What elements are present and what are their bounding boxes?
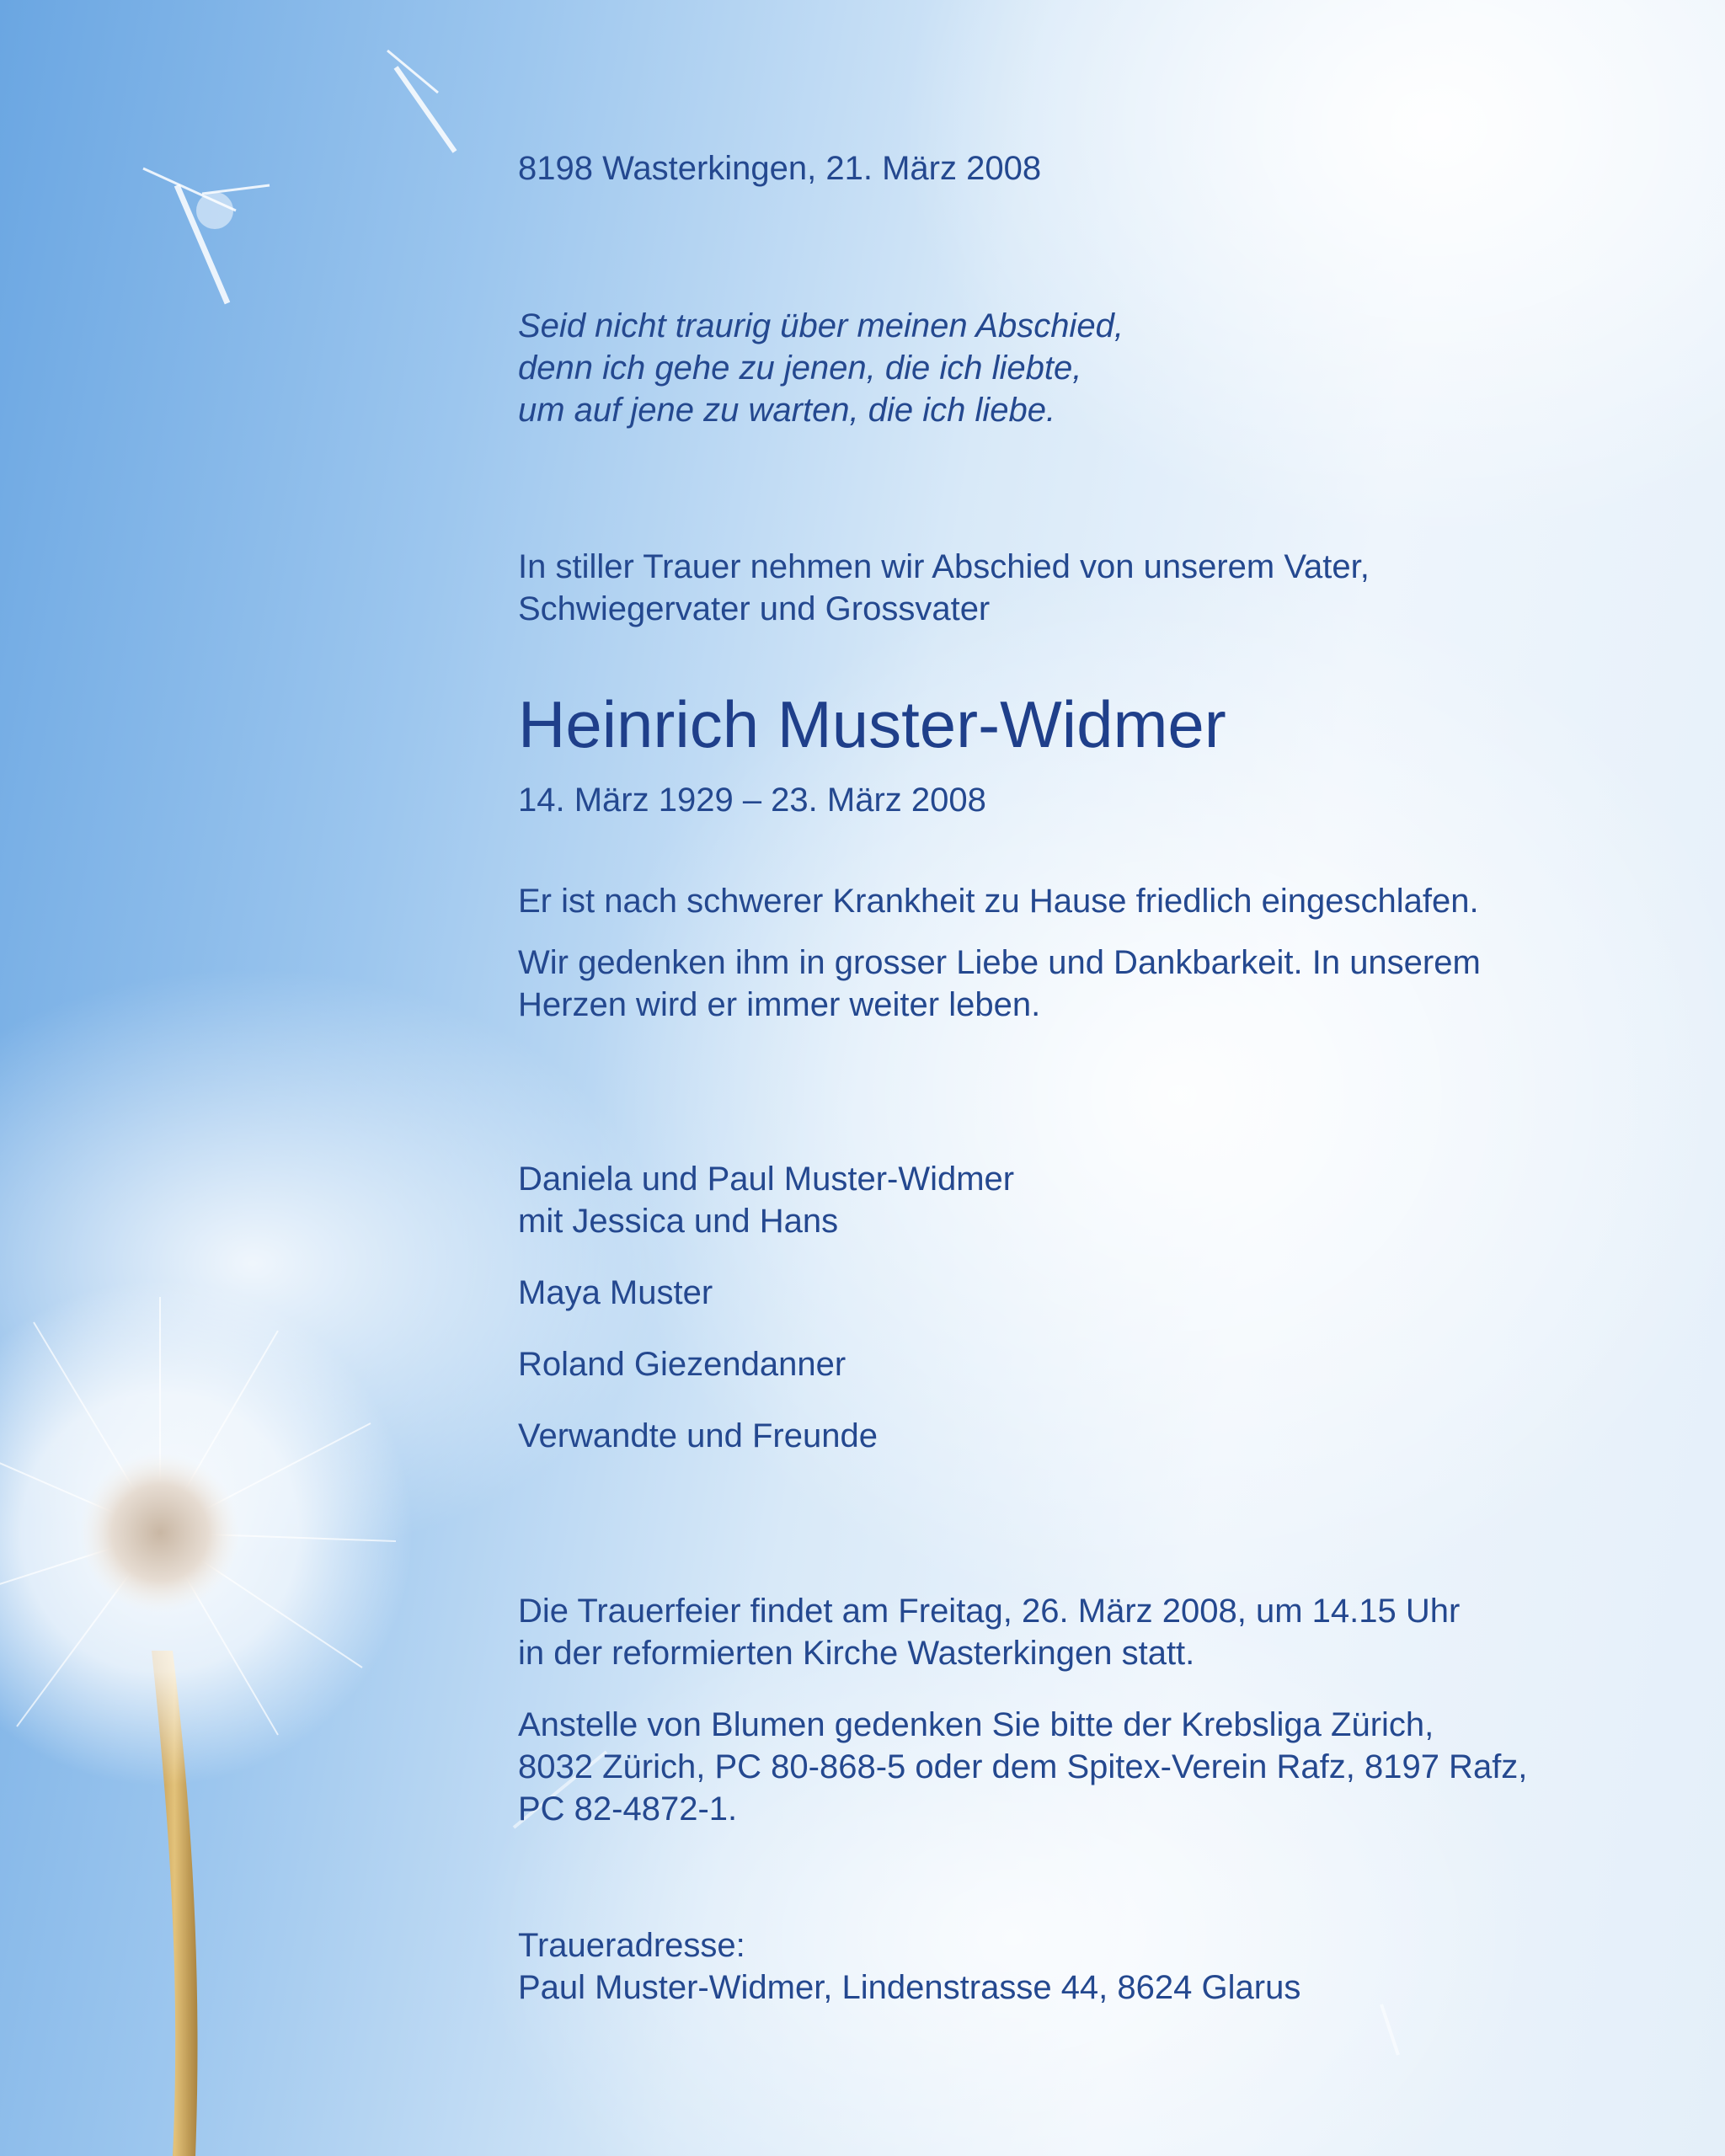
mourner-family-4: Verwandte und Freunde (518, 1417, 878, 1454)
deceased-name: Heinrich Muster-Widmer (518, 687, 1226, 761)
service-info (518, 1590, 1460, 1674)
floating-seed-icon (143, 51, 455, 303)
mourner-line: Daniela und Paul Muster-Widmer (518, 1161, 1015, 1198)
address-value: Paul Muster-Widmer, Lindenstrasse 44, 8624 Glarus (518, 1969, 1301, 2006)
donation-line: PC 82-4872-1. (518, 1790, 738, 1828)
remembrance-line: Wir gedenken ihm in grosser Liebe und Dankbarkeit. In unserem (518, 944, 1481, 981)
poem-line: denn ich gehe zu jenen, die ich liebte, (518, 350, 1082, 387)
mourner-family-3: Roland Giezendanner (518, 1346, 846, 1383)
mourner-family-1 (518, 1158, 1014, 1242)
service-line: in der reformierten Kirche Wasterkingen statt. (518, 1635, 1195, 1672)
donation-line: 8032 Zürich, PC 80-868-5 oder dem Spitex-Verein Rafz, 8197 Rafz, (518, 1748, 1528, 1785)
intro-line: In stiller Trauer nehmen wir Abschied von unserem Vater, (518, 548, 1370, 585)
mourner-family-2: Maya Muster (518, 1274, 713, 1311)
statement: Er ist nach schwerer Krankheit zu Hause friedlich eingeschlafen. (518, 883, 1479, 920)
donation-info (518, 1704, 1527, 1830)
mourning-address (518, 1924, 1300, 2009)
remembrance (518, 942, 1481, 1026)
intro-line: Schwiegervater und Grossvater (518, 590, 991, 627)
poem-line: Seid nicht traurig über meinen Abschied, (518, 307, 1124, 344)
mourner-line: mit Jessica und Hans (518, 1203, 839, 1240)
life-dates: 14. März 1929 – 23. März 2008 (518, 782, 986, 819)
place-date: 8198 Wasterkingen, 21. März 2008 (518, 150, 1042, 187)
poem-line: um auf jene zu warten, die ich liebe. (518, 392, 1056, 429)
remembrance-line: Herzen wird er immer weiter leben. (518, 986, 1041, 1023)
donation-line: Anstelle von Blumen gedenken Sie bitte der Krebsliga Zürich, (518, 1706, 1434, 1743)
service-line: Die Trauerfeier findet am Freitag, 26. März 2008, um 14.15 Uhr (518, 1593, 1461, 1630)
intro-text (518, 546, 1370, 630)
address-label: Traueradresse: (518, 1927, 745, 1964)
poem (518, 305, 1124, 431)
